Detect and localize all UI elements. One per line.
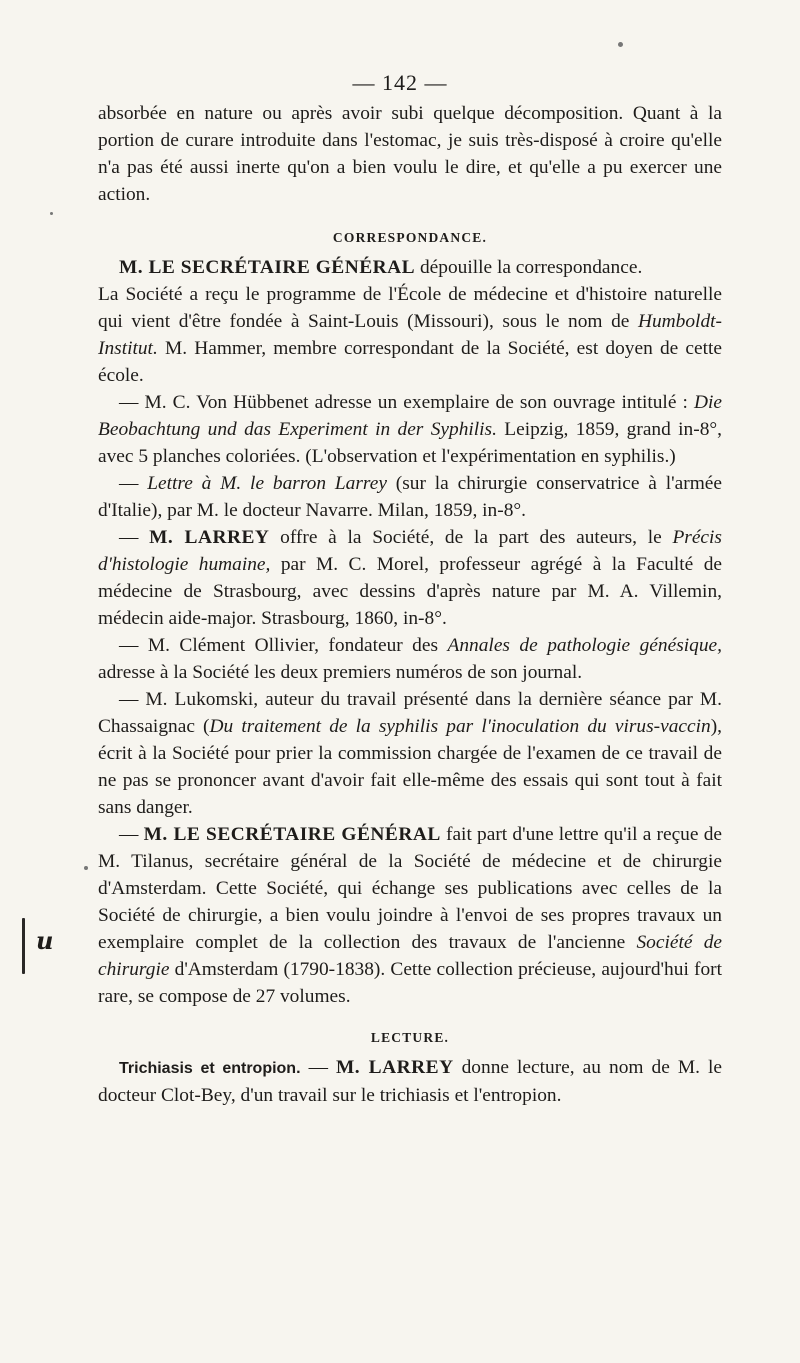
body-text xyxy=(98,100,722,1109)
italic-title: Précis d'histologie humaine, xyxy=(98,527,722,575)
speaker-larrey: M. LARREY xyxy=(149,527,270,548)
paragraph-hubbenet xyxy=(98,389,722,470)
text-run: — xyxy=(119,824,144,845)
text-run: offre à la Société, de la part des auteurs, le xyxy=(269,527,673,548)
italic-title: Annales de pathologie génésique, xyxy=(447,635,722,656)
text-run: donne lecture, au nom de M. le docteur Clot-Bey, d'un travail sur le trichiasis et l'entropion. xyxy=(98,1057,722,1106)
text-run: — xyxy=(119,527,150,548)
paragraph-trichiasis xyxy=(98,1054,722,1109)
text-run: — M. Clément Ollivier, fondateur des xyxy=(119,635,448,656)
opening-text: dépouille la correspondance. xyxy=(415,257,643,278)
text-run: adresse à la Société les deux premiers numéros de son journal. xyxy=(98,662,583,683)
text-run: — xyxy=(300,1057,336,1078)
text-run: Leipzig, 1859, grand in-8°, avec 5 planches coloriées. (L'observation et l'expérimentation en syphilis.) xyxy=(98,419,723,467)
speaker-secretaire: M. LE SECRÉTAIRE GÉNÉRAL xyxy=(143,824,441,845)
text-run: — M. C. Von Hübbenet adresse un exemplaire de son ouvrage intitulé : xyxy=(119,392,694,413)
speaker-larrey: M. LARREY xyxy=(336,1057,454,1078)
text-run: (sur la chirurgie conservatrice à l'armée d'Italie), par M. le docteur Navarre. Milan, 1859, in-8°. xyxy=(98,473,722,521)
italic-title: Die Beobachtung und das Experiment in der Syphilis. xyxy=(98,392,722,440)
paragraph-programme xyxy=(98,281,722,389)
correspondance-opening xyxy=(98,254,722,281)
paper-speck xyxy=(84,866,88,870)
text-run: — M. Lukomski, auteur du travail présenté dans la dernière séance par M. Chassaignac ( xyxy=(98,689,722,737)
page-number: — 142 — xyxy=(352,70,448,95)
text-run: par M. C. Morel, professeur agrégé à la Faculté de médecine de Strasbourg, avec dessins d'après nature par M. A. Villemin, médecin aide-major. Strasbourg, 1860, in-8°. xyxy=(98,554,722,629)
italic-title: Humboldt-Institut. xyxy=(98,311,722,359)
runin-title: Trichiasis et entropion. xyxy=(119,1060,301,1077)
italic-title: Du traitement de la syphilis par l'inoculation du virus-vaccin xyxy=(209,716,711,737)
text-run: La Société a reçu le programme de l'École de médecine et d'histoire naturelle qui vient d'être fondée à Saint-Louis (Missouri), sous le nom de xyxy=(98,284,722,332)
text-run: — xyxy=(119,473,148,494)
text-run: fait part d'une lettre qu'il a reçue de M. Tilanus, secrétaire général de la Société de médecine et de chirurgie d'Amsterdam. Cette Société, qui échange ses publications avec celles de la Société de chirurgie, a bien voulu joindre à l'envoi de ses propres travaux un exemplaire complet de la collection des travaux de l'ancienne xyxy=(98,824,722,953)
section-heading-correspondance: CORRESPONDANCE. xyxy=(332,230,488,245)
paragraph-tilanus xyxy=(98,821,722,1010)
text-run: d'Amsterdam (1790-1838). Cette collection précieuse, aujourd'hui fort rare, se compose de 27 volumes. xyxy=(98,959,722,1007)
paragraph-larrey-morel xyxy=(98,524,722,632)
margin-bracket xyxy=(22,918,25,974)
paragraph-ollivier xyxy=(98,632,722,686)
italic-title: Société de chirurgie xyxy=(98,932,722,980)
paragraph-navarre xyxy=(98,470,722,524)
intro-text: absorbée en nature ou après avoir subi quelque décomposition. Quant à la portion de curare introduite dans l'estomac, je suis très-disposé à croire qu'elle n'a pas été aussi inerte qu'on a bien voulu le dire, et qu'elle a pu exercer une action. xyxy=(98,103,722,205)
italic-title: Lettre à M. le barron Larrey xyxy=(147,473,387,494)
margin-letter: u xyxy=(36,926,54,955)
text-run: M. Hammer, membre correspondant de la Société, est doyen de cette école. xyxy=(98,338,722,386)
paragraph-lukomski xyxy=(98,686,722,821)
speaker-secretaire: M. LE SECRÉTAIRE GÉNÉRAL xyxy=(119,257,416,278)
section-heading-lecture: LECTURE. xyxy=(370,1030,450,1045)
paper-speck xyxy=(50,212,53,215)
handwritten-margin-note xyxy=(22,912,66,972)
text-run: ), écrit à la Société pour prier la commission chargée de l'examen de ce travail de ne pas se prononcer avant d'avoir fait elle-même des essais qui sont tout à fait sans danger. xyxy=(98,716,723,818)
paper-speck xyxy=(618,42,623,47)
intro-paragraph xyxy=(98,100,722,208)
